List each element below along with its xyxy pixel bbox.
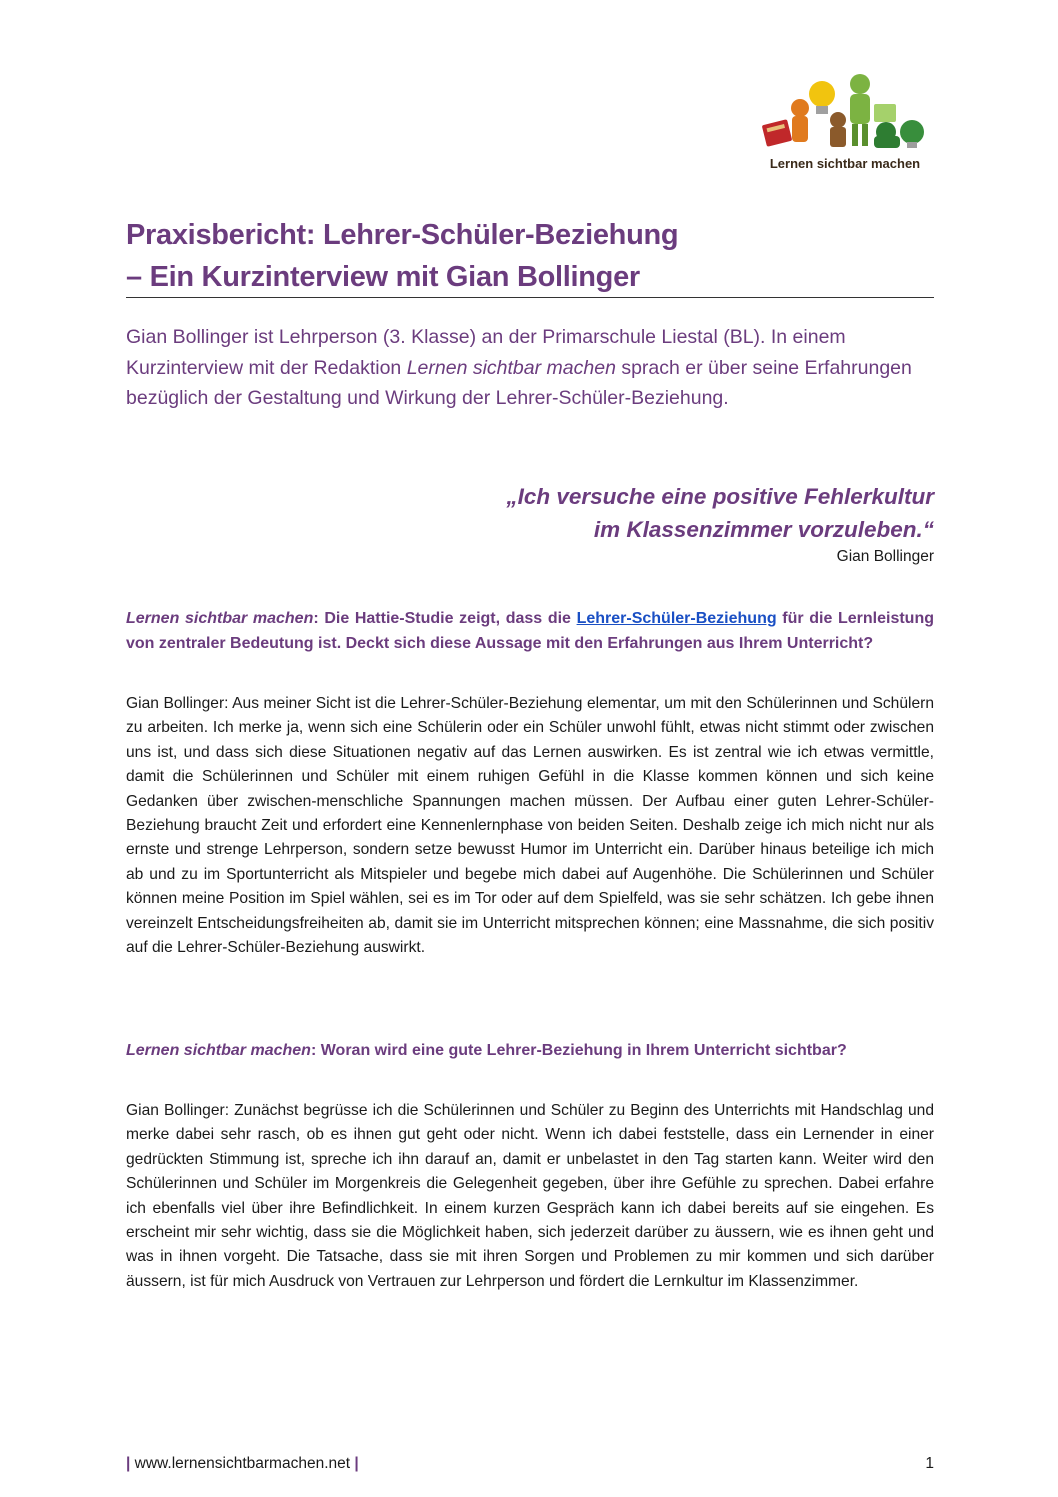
answer-2: Gian Bollinger: Zunächst begrüsse ich die Schülerinnen und Schüler zu Beginn des Unterrichts mit Handschlag und merke dabei sehr rasch, ob es ihnen gut geht oder nicht. Wenn ich dabei feststelle, dass ein Lernender in einer gedrückten Stimmung ist, spreche ich ihn darauf an, damit er unbelastet in den Tag starten kann. Weiter wird den Schülerinnen und Schüler im Morgenkreis die Gelegenheit gegeben, über ihre Gefühle zu sprechen. Dabei erfahre ich ebenfalls viel über ihre Befindlichkeit. In einem kurzen Gespräch kann ich dabei bereits auf sie eingehen. Es erscheint mir sehr wichtig, dass sie die Möglichkeit haben, sich jederzeit darüber zu äussern, wie es ihnen geht und was in ihnen vorgeht. Die Tatsache, dass sie mit ihren Sorgen und Problemen zu mir kommen und sich darüber äussern, ist für mich Ausdruck von Vertrauen zur Lehrperson und fördert die Lernkultur im Klassenzimmer. [126, 1102, 934, 1290]
title-line-1: Praxisbericht: Lehrer-Schüler-Beziehung [126, 219, 679, 251]
intro-paragraph [126, 322, 936, 414]
footer-bar-right: | [354, 1455, 359, 1472]
logo-illustration-icon [762, 70, 928, 154]
quote-author: Gian Bollinger [836, 548, 934, 565]
logo-label: Lernen sichtbar machen [769, 156, 921, 171]
page-title [126, 214, 936, 298]
question-2-text: : Woran wird eine gute Lehrer-Beziehung in Ihrem Unterricht sichtbar? [310, 1042, 847, 1059]
intro-text-1: Gian Bollinger ist Lehrperson (3. Klasse) an der Primarschule Liestal (BL). In einem Kurzinterview mit der Redaktion [126, 326, 846, 379]
footer-url-text[interactable]: www.lernensichtbarmachen.net [134, 1455, 351, 1472]
question-1 [126, 607, 934, 656]
page-number: 1 [925, 1455, 934, 1472]
quote-line-1: „Ich versuche eine positive Fehlerkultur [506, 484, 934, 509]
footer-url [126, 1455, 359, 1473]
answer-1: Gian Bollinger: Aus meiner Sicht ist die Lehrer-Schüler-Beziehung elementar, um mit den Schülerinnen und Schülern zu arbeiten. Ich merke ja, wenn sich eine Schülerin oder ein Schüler unwohl fühlt, etwas nicht stimmt oder zwischen uns ist, und dass sich diese Situationen negativ auf das Lernen auswirken. Es ist zentral wie ich etwas vermittle, damit die Schülerinnen und Schüler mit einem ruhigen Gefühl in die Klasse kommen können und sich keine Gedanken über zwischen-menschliche Spannungen machen müssen. Der Aufbau einer guten Lehrer-Schüler-Beziehung braucht Zeit und erfordert eine Kennenlernphase von beiden Seiten. Deshalb zeige ich mich nicht nur als ernste und strenge Lehrperson, sondern setze bewusst Humor im Unterricht ein. Darüber hinaus beteilige ich mich ab und zu im Sportunterricht als Mitspieler und begebe mich dabei auf Augenhöhe. Die Schülerinnen und Schüler können meine Position im Spiel wählen, sei es im Tor oder auf dem Spielfeld, was sie sehr schätzen. Ich gebe ihnen vereinzelt Entscheidungsfreiheiten ab, damit sie im Unterricht mitsprechen können; eine Massnahme, die sich positiv auf die Lehrer-Schüler-Beziehung auswirkt. [126, 695, 934, 957]
intro-text-2: sprach er über seine Erfahrungen bezüglich der Gestaltung und Wirkung der Lehrer-Schüler-Beziehung. [126, 356, 912, 409]
question-1-speaker: Lernen sichtbar machen [126, 610, 314, 627]
question-2-speaker: Lernen sichtbar machen [126, 1042, 311, 1059]
title-divider [126, 297, 934, 298]
question-1-text-b: für die Lernleistung von zentraler Bedeutung ist. Deckt sich diese Aussage mit den Erfahrungen aus Ihrem Unterricht? [126, 610, 934, 652]
quote-line-2: im Klassenzimmer vorzuleben.“ [593, 517, 934, 542]
question-2 [126, 1039, 934, 1064]
logo [756, 70, 934, 180]
title-line-2: – Ein Kurzinterview mit Gian Bollinger [126, 261, 640, 293]
lehrer-schueler-beziehung-link[interactable]: Lehrer-Schüler-Beziehung [576, 610, 777, 627]
question-1-text-a: : Die Hattie-Studie zeigt, dass die [313, 610, 577, 627]
intro-emphasis: Lernen sichtbar machen [406, 356, 616, 379]
footer-bar-left: | [126, 1455, 131, 1472]
pull-quote [300, 480, 934, 546]
